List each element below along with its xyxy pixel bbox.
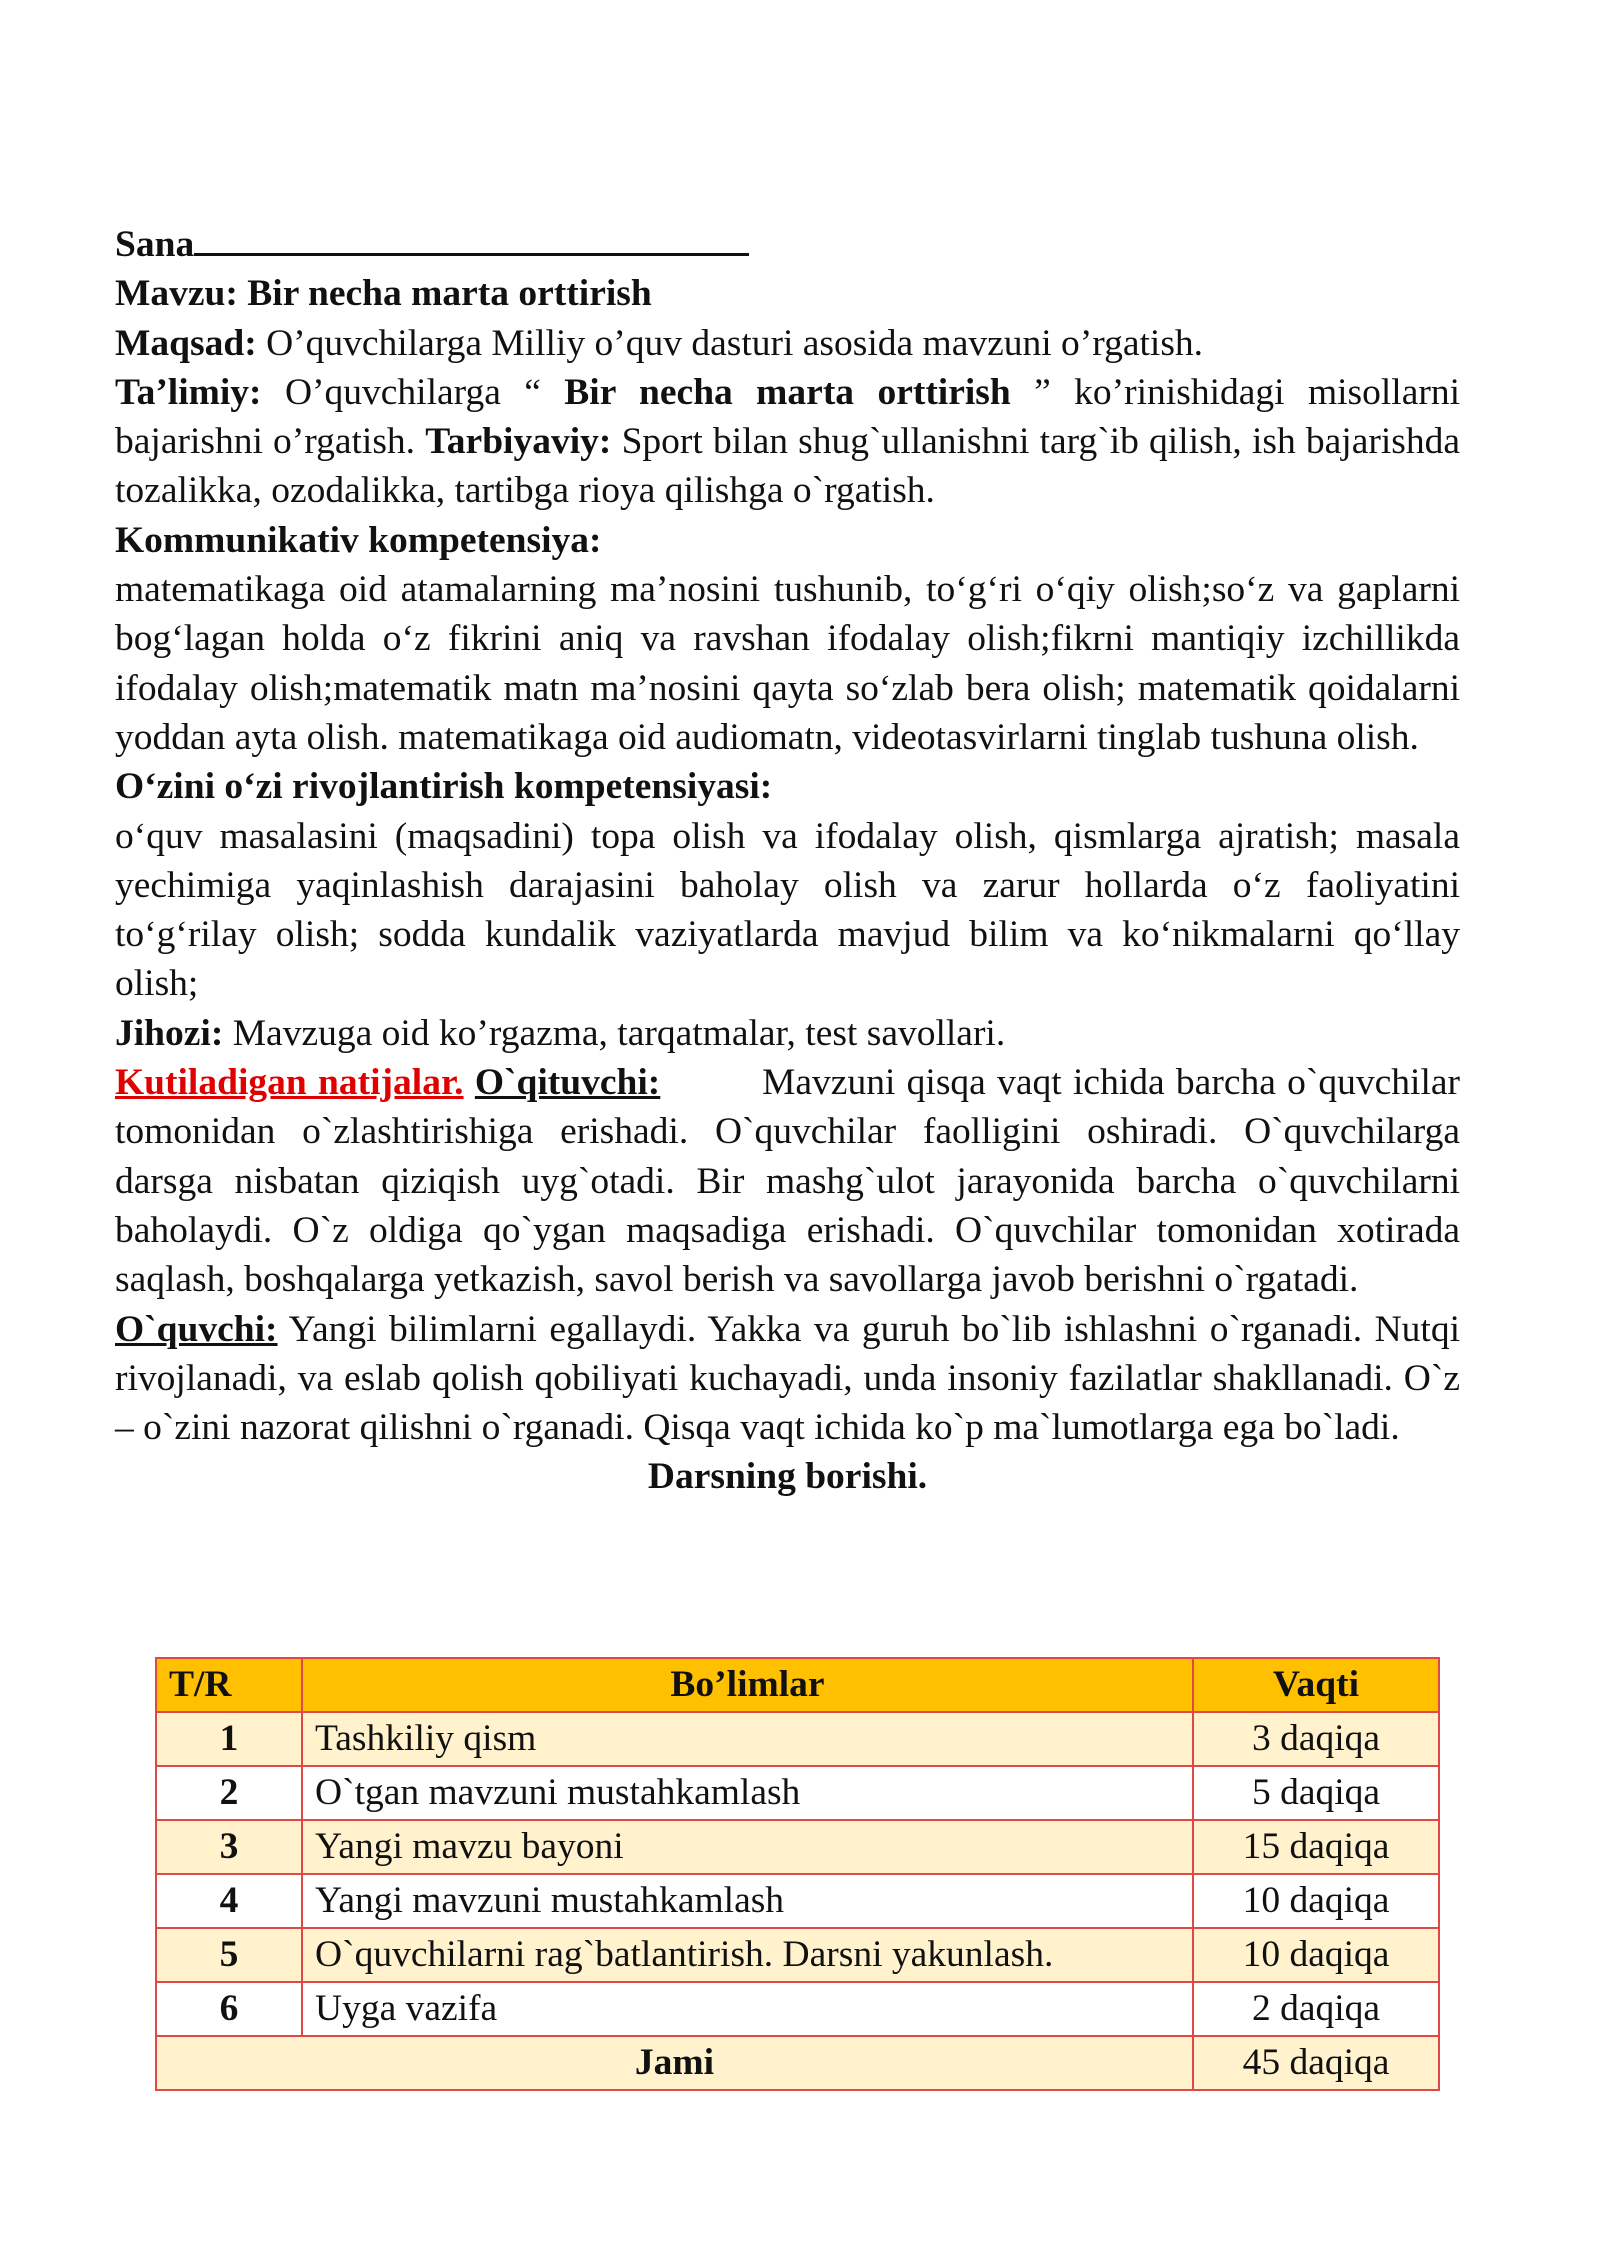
header-sections: Bo’limlar	[302, 1658, 1193, 1712]
header-tr: T/R	[156, 1658, 302, 1712]
table-row: 3 Yangi mavzu bayoni 15 daqiqa	[156, 1820, 1439, 1874]
header-time: Vaqti	[1193, 1658, 1439, 1712]
lesson-plan-table	[155, 1657, 1440, 2091]
table-header-row	[156, 1658, 1439, 1712]
kommunikativ-text: matematikaga oid atamalarning ma’nosini tushunib, to‘g‘ri o‘qiy olish;so‘z va gaplarni bog‘lagan holda o‘z fikrini aniq va ravshan ifodalay olish;fikrni mantiqiy izchillikda ifodalay olish;matematik matn ma’nosini qayta so‘zlab bera olish; matematik qoidalarni yoddan ayta olish. matematikaga oid audiomatn, videotasvirlarni tinglab tushuna olish.	[115, 569, 1460, 758]
natijalar-label: Kutiladigan natijalar.	[115, 1062, 464, 1104]
total-label: Jami	[156, 2036, 1193, 2090]
sana-blank	[194, 223, 749, 256]
table-row: 1 Tashkiliy qism 3 daqiqa	[156, 1712, 1439, 1766]
oqituvchi-label: O`qituvchi:	[474, 1062, 661, 1104]
table-row: 5 O`quvchilarni rag`batlantirish. Darsni yakunlash. 10 daqiqa	[156, 1928, 1439, 1982]
ozini-text: o‘quv masalasini (maqsadini) topa olish va ifodalay olish, qismlarga ajratish; masala yechimiga yaqinlashish darajasini baholay olish va zarur hollarda o‘z faoliyatini to‘g‘rilay olish; sodda kundalik vaziyatlarda mavjud bilim va ko‘nikmalarni qo‘llay olish;	[115, 815, 1460, 1005]
table-title: Darsning borishi.	[647, 1456, 928, 1498]
table-row: 6 Uyga vazifa 2 daqiqa	[156, 1982, 1439, 2036]
total-time: 45 daqiqa	[1193, 2036, 1439, 2090]
maqsad-line: Maqsad: O’quvchilarga Milliy o’quv dasturi asosida mavzuni o’rgatish.	[115, 322, 1204, 364]
table-row: 4 Yangi mavzuni mustahkamlash 10 daqiqa	[156, 1874, 1439, 1928]
mavzu-line: Mavzu: Bir necha marta orttirish	[115, 273, 652, 315]
jihozi-line: Jihozi: Mavzuga oid ko’rgazma, tarqatmalar, test savollari.	[115, 1012, 1006, 1054]
document-body	[115, 220, 1460, 1502]
oquvchi-label: O`quvchi:	[115, 1308, 278, 1350]
ozini-heading: O‘zini o‘zi rivojlantirish kompetensiyasi:	[115, 766, 773, 808]
table-row: 2 O`tgan mavzuni mustahkamlash 5 daqiqa	[156, 1766, 1439, 1820]
talimiy-paragraph: Ta’limiy: O’quvchilarga “ Bir necha marta orttirish ” ko’rinishidagi misollarni bajarishni o’rgatish. Tarbiyaviy: Sport bilan shug`ullanishni targ`ib qilish, ish bajarishda tozalikka, ozodalikka, tartibga rioya qilishga o`rgatish.	[115, 371, 1461, 512]
natijalar-paragraph: Kutiladigan natijalar. O`qituvchi: Mavzuni qisqa vaqt ichida barcha o`quvchilar tomonidan o`zlashtirishiga erishadi. O`quvchilar faolligini oshiradi. O`quvchilarga darsga nisbatan qiziqish uyg`otadi. Bir mashg`ulot jarayonida barcha o`quvchilarni baholaydi. O`z oldiga qo`ygan maqsadiga erishadi. O`quvchilar tomonidan xotirada saqlash, boshqalarga yetkazish, savol berish va savollarga javob berishni o`rgatadi.	[115, 1062, 1461, 1301]
table-total-row	[156, 2036, 1439, 2090]
sana-line: Sana	[115, 220, 1460, 269]
oquvchi-paragraph: O`quvchi: Yangi bilimlarni egallaydi. Yakka va guruh bo`lib ishlashni o`rganadi. Nutqi rivojlanadi, va eslab qolish qobiliyati kuchayadi, unda insoniy fazilatlar shakllanadi. O`z – o`zini nazorat qilishni o`rganadi. Qisqa vaqt ichida ko`p ma`lumotlarga ega bo`ladi.	[115, 1308, 1461, 1449]
kommunikativ-heading: Kommunikativ kompetensiya:	[115, 519, 602, 561]
